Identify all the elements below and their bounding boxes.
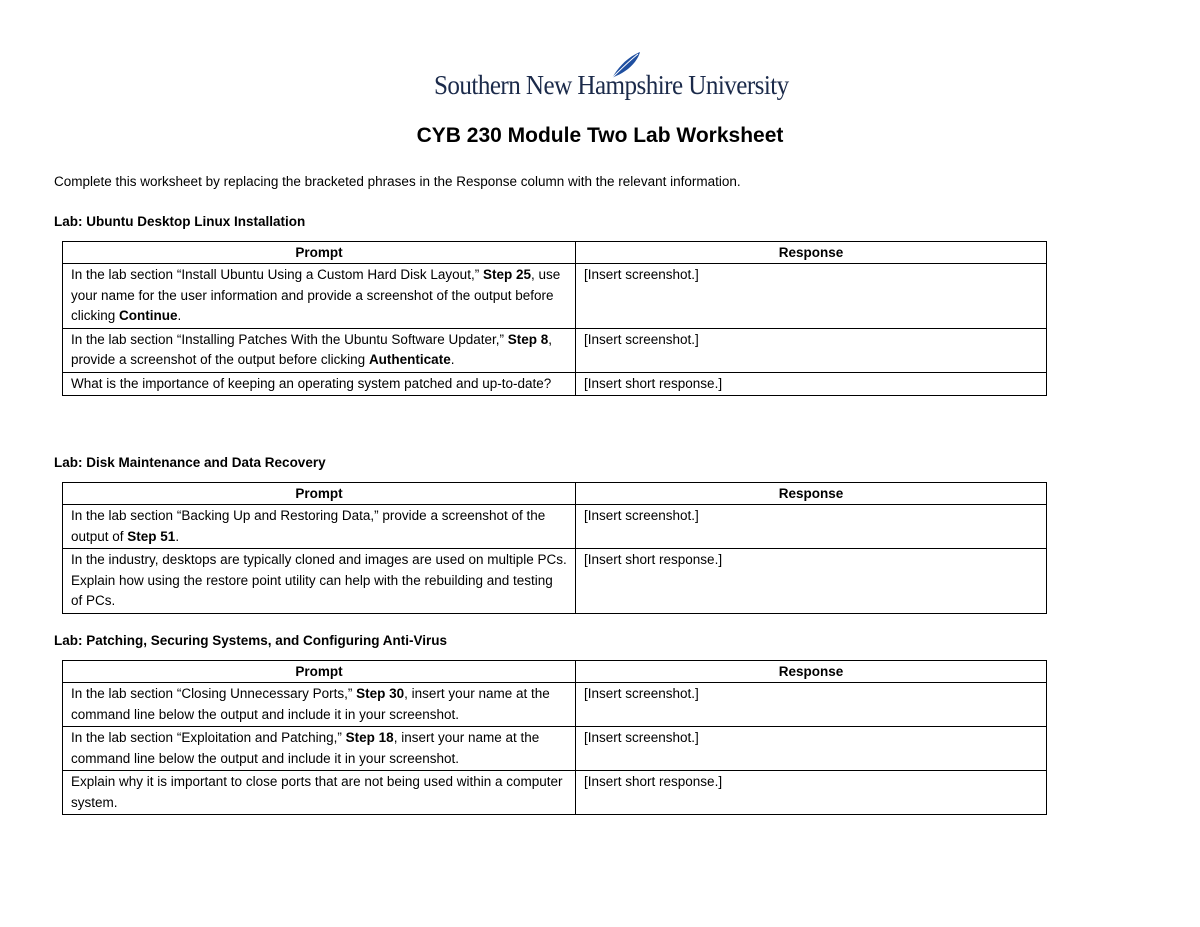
table-header-row — [63, 661, 1047, 683]
table-header-row — [63, 242, 1047, 264]
prompt-text: . — [450, 352, 455, 367]
prompt-text: In the lab section “Installing Patches With the Ubuntu Software Updater,” — [71, 331, 508, 347]
response-column-header: Response — [576, 483, 1047, 505]
prompt-cell — [63, 727, 576, 771]
prompt-text: What is the importance of keeping an operating system patched and up-to-date? — [71, 375, 552, 391]
response-cell[interactable]: [Insert short response.] — [576, 771, 1047, 815]
prompt-column-header: Prompt — [63, 483, 576, 505]
table-row — [63, 372, 1047, 396]
prompt-text: , insert your name at the command line below the output and include it in your screenshot. — [71, 730, 540, 766]
prompt-emphasis: Step 8 — [507, 331, 549, 347]
prompt-text: . — [177, 308, 182, 323]
prompt-cell — [63, 328, 576, 372]
prompt-emphasis: Step 25 — [482, 267, 531, 282]
prompt-text: In the lab section “Exploitation and Patching,” — [71, 730, 346, 745]
prompt-emphasis: Continue — [119, 308, 178, 323]
prompt-cell — [63, 505, 576, 549]
prompt-text: Explain why it is important to close ports that are not being used within a computer system. — [71, 774, 563, 810]
page-title: CYB 230 Module Two Lab Worksheet — [416, 124, 784, 147]
lab-table — [62, 660, 1047, 815]
prompt-text: In the lab section “Install Ubuntu Using a Custom Hard Disk Layout,” — [71, 267, 483, 282]
prompt-emphasis: Step 18 — [345, 730, 394, 745]
university-logo — [434, 50, 789, 106]
prompt-cell — [63, 264, 576, 329]
table-row — [63, 505, 1047, 549]
prompt-cell — [63, 683, 576, 727]
prompt-column-header: Prompt — [63, 242, 576, 264]
prompt-emphasis: Step 30 — [356, 686, 405, 701]
section-heading: Lab: Disk Maintenance and Data Recovery — [54, 455, 326, 470]
response-cell[interactable]: [Insert screenshot.] — [576, 264, 1047, 329]
prompt-text: , use your name for the user information and provide a screenshot of the output before clicking — [71, 267, 561, 323]
response-cell[interactable]: [Insert screenshot.] — [576, 505, 1047, 549]
prompt-emphasis: Authenticate — [368, 352, 451, 367]
logo-wordmark: Southern New Hampshire University — [434, 70, 789, 100]
prompt-column-header: Prompt — [63, 661, 576, 683]
prompt-text: In the industry, desktops are typically cloned and images are used on multiple PCs. Explain how using the restore point utility can help with the rebuilding and testing of PCs. — [71, 552, 567, 608]
prompt-text: , insert your name at the command line below the output and include it in your screenshot. — [71, 686, 550, 722]
response-cell[interactable]: [Insert short response.] — [576, 372, 1047, 396]
response-cell[interactable]: [Insert screenshot.] — [576, 727, 1047, 771]
section-heading: Lab: Ubuntu Desktop Linux Installation — [54, 214, 306, 229]
table-row — [63, 771, 1047, 815]
table-row — [63, 264, 1047, 329]
response-column-header: Response — [576, 661, 1047, 683]
intro-text: Complete this worksheet by replacing the bracketed phrases in the Response column with the relevant information. — [54, 174, 741, 189]
prompt-cell — [63, 549, 576, 614]
prompt-text: In the lab section “Backing Up and Restoring Data,” provide a screenshot of the output of — [71, 508, 546, 544]
table-header-row — [63, 483, 1047, 505]
prompt-text: . — [175, 528, 180, 544]
lab-table — [62, 482, 1047, 614]
prompt-cell — [63, 771, 576, 815]
response-cell[interactable]: [Insert screenshot.] — [576, 328, 1047, 372]
response-cell[interactable]: [Insert screenshot.] — [576, 683, 1047, 727]
response-column-header: Response — [576, 242, 1047, 264]
prompt-text: In the lab section “Closing Unnecessary Ports,” — [71, 686, 357, 701]
table-row — [63, 683, 1047, 727]
table-row — [63, 549, 1047, 614]
section-heading: Lab: Patching, Securing Systems, and Configuring Anti-Virus — [54, 633, 448, 648]
table-row — [63, 727, 1047, 771]
table-row — [63, 328, 1047, 372]
prompt-emphasis: Step 51 — [127, 528, 176, 544]
response-cell[interactable]: [Insert short response.] — [576, 549, 1047, 614]
lab-table — [62, 241, 1047, 396]
prompt-text: , provide a screenshot of the output before clicking — [71, 331, 553, 367]
prompt-cell — [63, 372, 576, 396]
